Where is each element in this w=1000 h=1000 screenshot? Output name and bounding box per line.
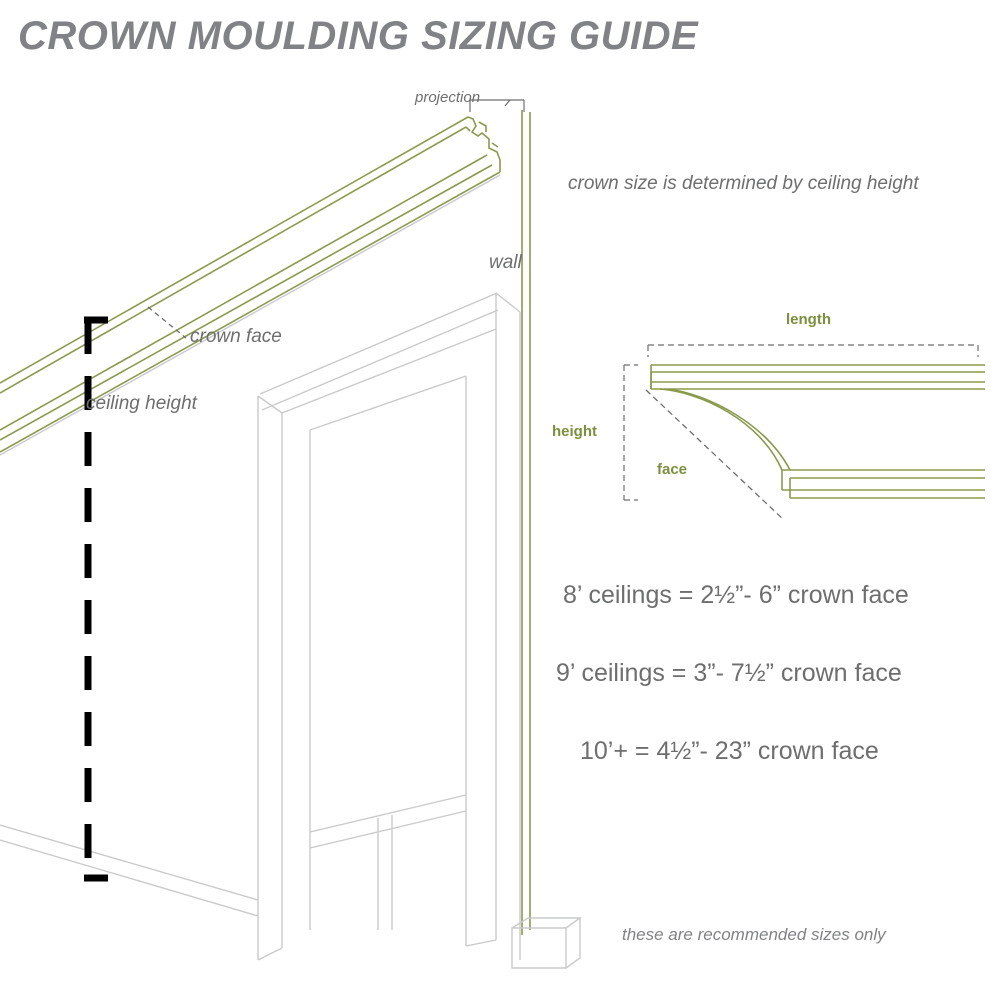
- label-crown-face: crown face: [190, 326, 282, 347]
- label-projection: projection: [415, 89, 481, 106]
- page-title: CROWN MOULDING SIZING GUIDE: [18, 14, 699, 58]
- label-wall: wall: [489, 252, 522, 273]
- label-face: face: [657, 461, 688, 478]
- spec-line-8ft: [563, 581, 909, 610]
- spec-9ft-text: 9’ ceilings = 3”- 7½” crown face: [556, 659, 902, 687]
- crown-strip-green: [0, 117, 500, 452]
- crown-profile-detail: [651, 365, 985, 498]
- spec-8ft-text: 8’ ceilings = 2½”- 6” crown face: [563, 581, 909, 609]
- spec-line-9ft: [556, 659, 902, 688]
- wall-edge-green: [522, 110, 530, 935]
- length-dimension: [648, 345, 978, 357]
- height-dimension: [624, 365, 638, 500]
- label-crown-size-determined: crown size is determined by ceiling height: [568, 173, 919, 194]
- label-ceiling-height: ceiling height: [86, 393, 197, 414]
- crown-face-leader: [148, 307, 186, 338]
- spec-10ft-text: 10’+ = 4½”- 23” crown face: [580, 737, 879, 765]
- label-length: length: [786, 311, 831, 328]
- footnote: these are recommended sizes only: [622, 925, 886, 944]
- label-height: height: [552, 423, 597, 440]
- spec-line-10ft: [580, 737, 879, 766]
- face-dimension: [646, 390, 784, 520]
